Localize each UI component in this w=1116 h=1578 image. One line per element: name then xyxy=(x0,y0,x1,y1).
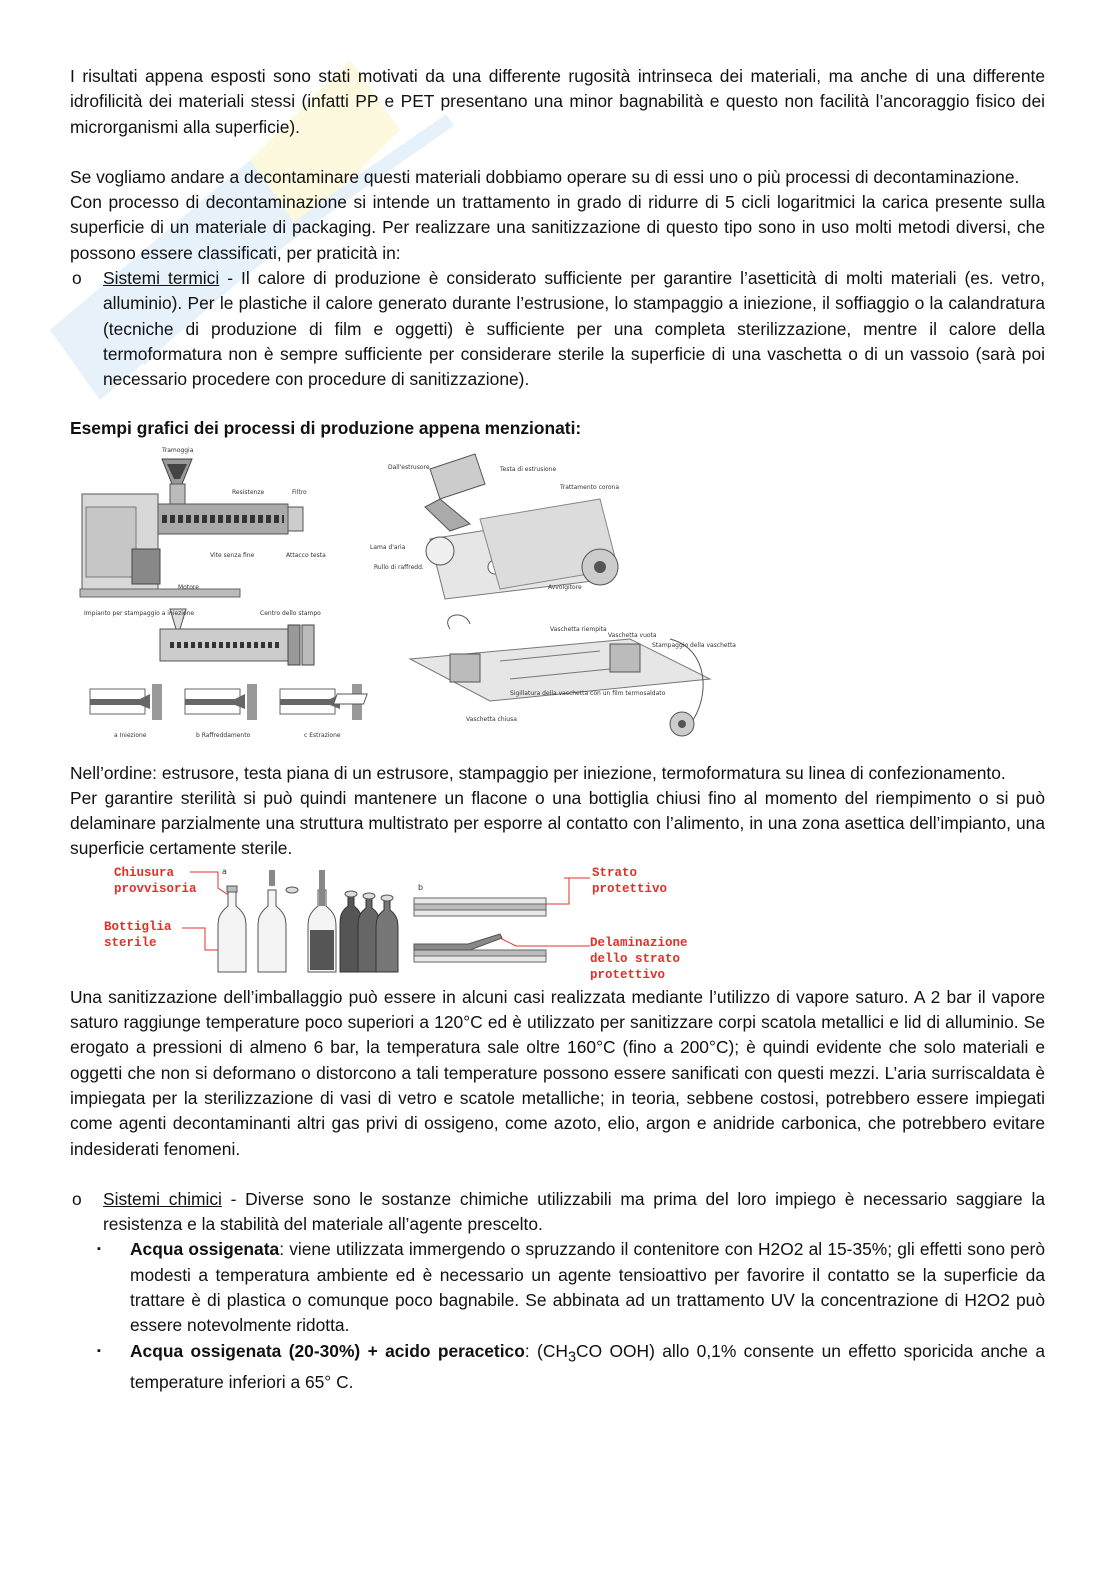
bottle-label: sterile xyxy=(104,935,157,950)
thermoform-label: Vaschetta chiusa xyxy=(466,715,517,723)
injection-moulding-illustration xyxy=(84,609,362,739)
flat-head-label: Avvolgitore xyxy=(548,583,582,591)
extruder-illustration xyxy=(80,447,326,597)
paragraph-sterility: Per garantire sterilità si può quindi mantenere un flacone o una bottiglia chiusi fino al momento del riempimento o si può delaminare parzialmente una struttura multistrato per esporre al contatto con l’alimento, in una zona asettica dell’impianto, una superficie certamente sterile. xyxy=(70,787,1045,859)
square-bullet-icon: ▪ xyxy=(97,1243,101,1256)
square-bullet-icon: ▪ xyxy=(97,1344,101,1357)
bullet-peracetic-acid xyxy=(70,1339,1045,1396)
thermal-systems-title: Sistemi termici xyxy=(103,268,220,289)
flat-head-label: Testa di estrusione xyxy=(500,465,557,473)
closure-label: Chiusura xyxy=(114,865,175,880)
delamination-label: dello strato xyxy=(590,951,681,966)
production-processes-figure xyxy=(70,439,1045,744)
paragraph-definition: Con processo di decontaminazione si intende un trattamento in grado di ridurre di 5 cicli logaritmici la carica presente sulla superficie di un materiale di packaging. Per realizzare una sanitizzazione di questo tipo sono in uso molti metodi diversi, che possono essere classificati, per praticità in: xyxy=(70,192,1045,263)
bottle-label: Bottiglia xyxy=(104,919,172,934)
flat-head-illustration xyxy=(370,454,619,599)
delamination-illustration xyxy=(414,866,688,980)
flat-head-label: Rullo di raffredd. xyxy=(374,563,424,571)
section-heading: Esempi grafici dei processi di produzione appena menzionati: xyxy=(70,417,582,438)
paragraph-order: Nell’ordine: estrusore, testa piana di un estrusore, stampaggio per iniezione, termoformatura su linea di confezionamento. xyxy=(70,762,1006,783)
extruder-label: Resistenze xyxy=(232,488,265,496)
extruder-label: Tramoggia xyxy=(162,446,194,454)
delamination-label: protettivo xyxy=(590,967,666,980)
injection-label: c Estrazione xyxy=(304,731,341,739)
paragraph-results: I risultati appena esposti sono stati motivati da una differente rugosità intrinseca dei materiali, ma anche di una differente idrofilicità dei materiali stessi (infatti PP e PET presentano una minor bagnabilità e questo non facilità l’ancoraggio fisico dei microrganismi alla superficie). xyxy=(70,66,1045,137)
panel-b-label: b xyxy=(418,882,424,892)
closure-label: provvisoria xyxy=(114,881,197,896)
bullet-hydrogen-peroxide xyxy=(70,1237,1045,1338)
thermoform-label: Vaschetta riempita xyxy=(550,625,607,633)
thermoforming-illustration xyxy=(334,615,737,736)
hydrogen-peroxide-text: : viene utilizzata immergendo o spruzzando il contenitore con H2O2 al 15-35%; gli effetti sono però modesti a temperatura ambiente ed è necessario un agente tensioattivo per favorire il contatto se la superficie da trattare è di plastica o comunque poco bagnabile. Se abbinata ad un trattamento UV la concentrazione di H2O2 può essere notevolmente ridotta. xyxy=(130,1239,1045,1336)
peracetic-acid-subscript: 3 xyxy=(567,1349,577,1366)
protective-layer-label: protettivo xyxy=(592,881,668,896)
peracetic-acid-text: : (CH xyxy=(524,1340,568,1361)
paragraph-decontaminate: Se vogliamo andare a decontaminare questi materiali dobbiamo operare su di essi uno o più processi di decontaminazione. xyxy=(70,166,1020,187)
document-page xyxy=(70,64,1045,1396)
injection-label: Impianto per stampaggio a iniezione xyxy=(84,609,195,617)
injection-label: Centro dello stampo xyxy=(260,609,321,617)
thermoform-label: Sigillatura della vaschetta con un film termosaldato xyxy=(510,689,666,697)
injection-label: b Raffreddamento xyxy=(196,731,251,739)
panel-a-label: a xyxy=(222,866,227,876)
paragraph-saturated-steam: Una sanitizzazione dell’imballaggio può essere in alcuni casi realizzata mediante l’utilizzo di vapore saturo. A 2 bar il vapore saturo raggiunge temperature poco superiori a 120°C ed è utilizzato per sanitizzare corpi scatola metallici e lid di alluminio. Se erogato a pressioni di almeno 6 bar, la temperatura sale oltre 160°C (fino a 200°C); è quindi evidente che solo materiali e oggetti che non si deformano o distorcono a tali temperature possono essere sanificati con questi mezzi. L’aria surriscaldata è impiegata per la sterilizzazione di vasi di vetro e scatole metalliche; in teoria, sebbene costosi, potrebbero essere impiegati come agenti decontaminanti altri gas privi di ossigeno, come azoto, elio, argon e anidride carbonica, che potrebbero evitare indesiderati fenomeni. xyxy=(70,986,1045,1159)
injection-label: a Iniezione xyxy=(114,731,147,739)
extruder-label: Motore xyxy=(178,583,199,591)
extruder-label: Vite senza fine xyxy=(210,551,255,559)
circle-bullet-icon: o xyxy=(72,1188,82,1209)
protective-layer-label: Strato xyxy=(592,865,638,880)
chemical-systems-text: - Diverse sono le sostanze chimiche utilizzabili ma prima del loro impiego è necessario saggiare la resistenza e la stabilità del materiale all’agente prescelto. xyxy=(103,1188,1045,1235)
thermal-systems-text: - Il calore di produzione è considerato sufficiente per garantire l’asetticità di molti materiali (es. vetro, alluminio). Per le plastiche il calore generato durante l’estrusione, lo stampaggio a iniezione, il soffiaggio o la calandratura (tecniche di produzione di film e oggetti) è sufficiente per una completa sterilizzazione, mentre il calore della termoformatura non è sempre sufficiente per considerare sterile la superficie di una vaschetta o di un vassoio (sarà poi necessario procedere con procedure di sanitizzazione). xyxy=(103,268,1045,390)
peracetic-acid-text-end: CO OOH) allo 0,1% consente un effetto sporicida anche a temperature inferiori a 65° C. xyxy=(130,1340,1045,1393)
circle-bullet-icon: o xyxy=(72,268,82,289)
hydrogen-peroxide-title: Acqua ossigenata xyxy=(130,1239,280,1260)
sterile-packaging-figure xyxy=(70,862,1045,980)
flat-head-label: Lama d'aria xyxy=(370,543,406,551)
thermoform-label: Vaschetta vuota xyxy=(608,631,657,639)
flat-head-label: Trattamento corona xyxy=(560,483,620,491)
bullet-chemical-systems xyxy=(70,1187,1045,1238)
chemical-systems-title: Sistemi chimici xyxy=(103,1188,222,1209)
bullet-thermal-systems xyxy=(70,266,1045,392)
extruder-label: Filtro xyxy=(292,488,307,496)
extruder-label: Attacco testa xyxy=(286,551,326,559)
delamination-label: Delaminazione xyxy=(590,935,688,950)
bottles-illustration xyxy=(104,866,398,972)
flat-head-label: Dall'estrusore xyxy=(388,463,430,471)
thermoform-label: Stampaggio della vaschetta xyxy=(652,641,736,649)
peracetic-acid-title: Acqua ossigenata (20-30%) + acido peracetico xyxy=(130,1340,525,1361)
